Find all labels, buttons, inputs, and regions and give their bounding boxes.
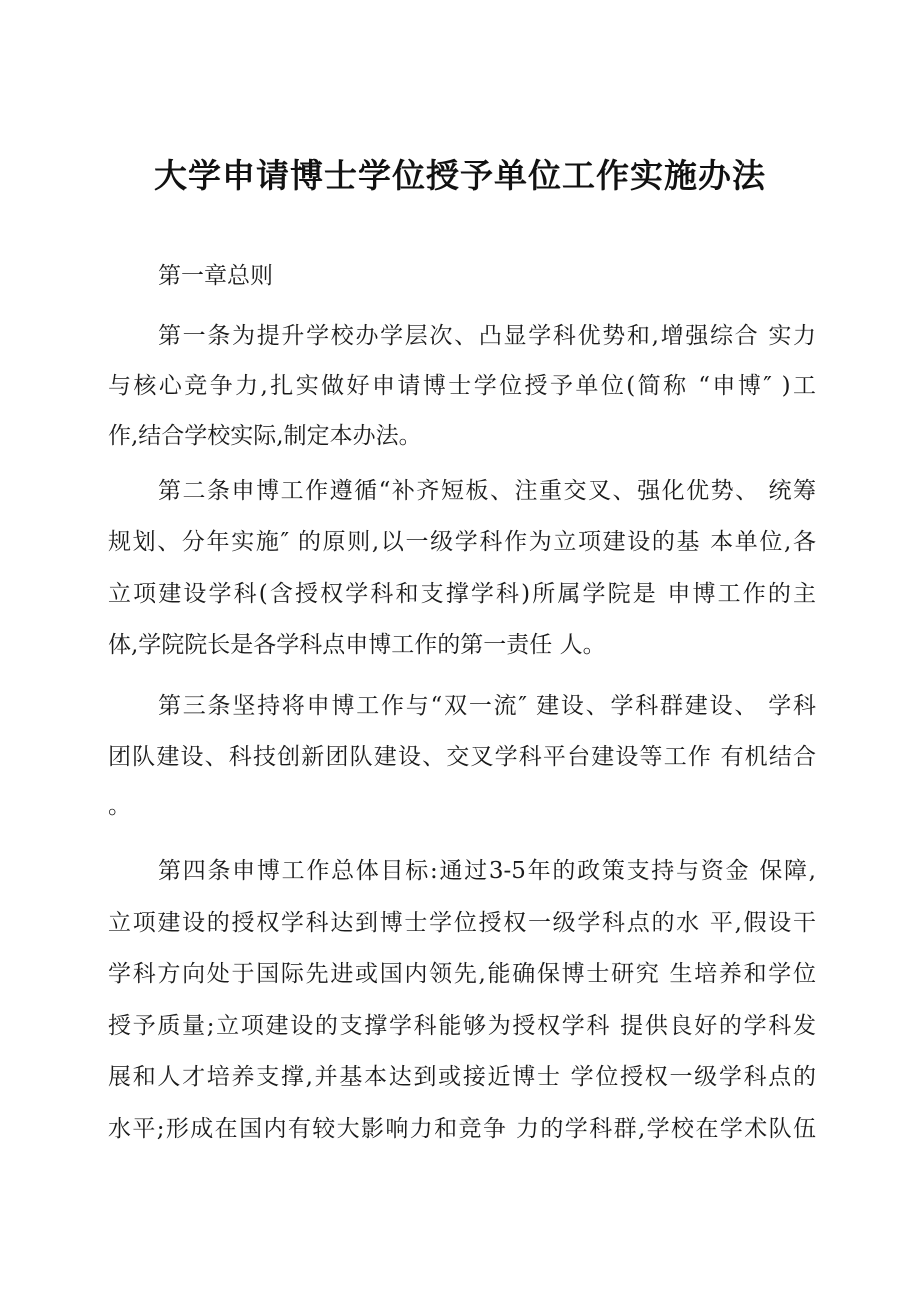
- article-1-line-1: 第一条为提升学校办学层次、凸显学科优势和,增强综合 实力: [158, 323, 816, 349]
- chapter-heading: 第一章总则: [158, 263, 273, 289]
- article-2-line-3: 立项建设学科(含授权学科和支撑学科)所属学院是 申博工作的主: [108, 581, 816, 607]
- document-title: 大学申请博士学位授予单位工作实施办法: [154, 156, 766, 195]
- article-2-line-4: 体,学院院长是各学科点申博工作的第一责任 人。: [108, 632, 606, 658]
- article-3-line-3: 。: [108, 793, 131, 819]
- article-3-line-1: 第三条坚持将申博工作与“双一流″ 建设、学科群建设、 学科: [158, 693, 816, 719]
- article-1-line-2: 与核心竞争力,扎实做好申请博士学位授予单位(简称 “申博″ )工: [108, 373, 816, 399]
- article-3-line-2: 团队建设、科技创新团队建设、交叉学科平台建设等工作 有机结合: [108, 744, 816, 770]
- article-4-line-3: 学科方向处于国际先进或国内领先,能确保博士研究 生培养和学位: [108, 961, 816, 987]
- article-4-line-5: 展和人才培养支撑,并基本达到或接近博士 学位授权一级学科点的: [108, 1064, 816, 1090]
- article-4-line-6: 水平;形成在国内有较大影响力和竞争 力的学科群,学校在学术队伍: [108, 1116, 816, 1142]
- article-4-line-4: 授予质量;立项建设的支撑学科能够为授权学科 提供良好的学科发: [108, 1013, 816, 1039]
- article-4-line-2: 立项建设的授权学科达到博士学位授权一级学科点的水 平,假设干: [108, 910, 816, 936]
- article-2-line-1: 第二条申博工作遵循“补齐短板、注重交叉、强化优势、 统筹: [158, 478, 816, 504]
- article-4-line-1: 第四条申博工作总体目标:通过3-5年的政策支持与资金 保障,: [158, 858, 816, 884]
- article-1-line-3: 作,结合学校实际,制定本办法。: [108, 423, 422, 449]
- article-2-line-2: 规划、分年实施″ 的原则,以一级学科作为立项建设的基 本单位,各: [108, 529, 816, 555]
